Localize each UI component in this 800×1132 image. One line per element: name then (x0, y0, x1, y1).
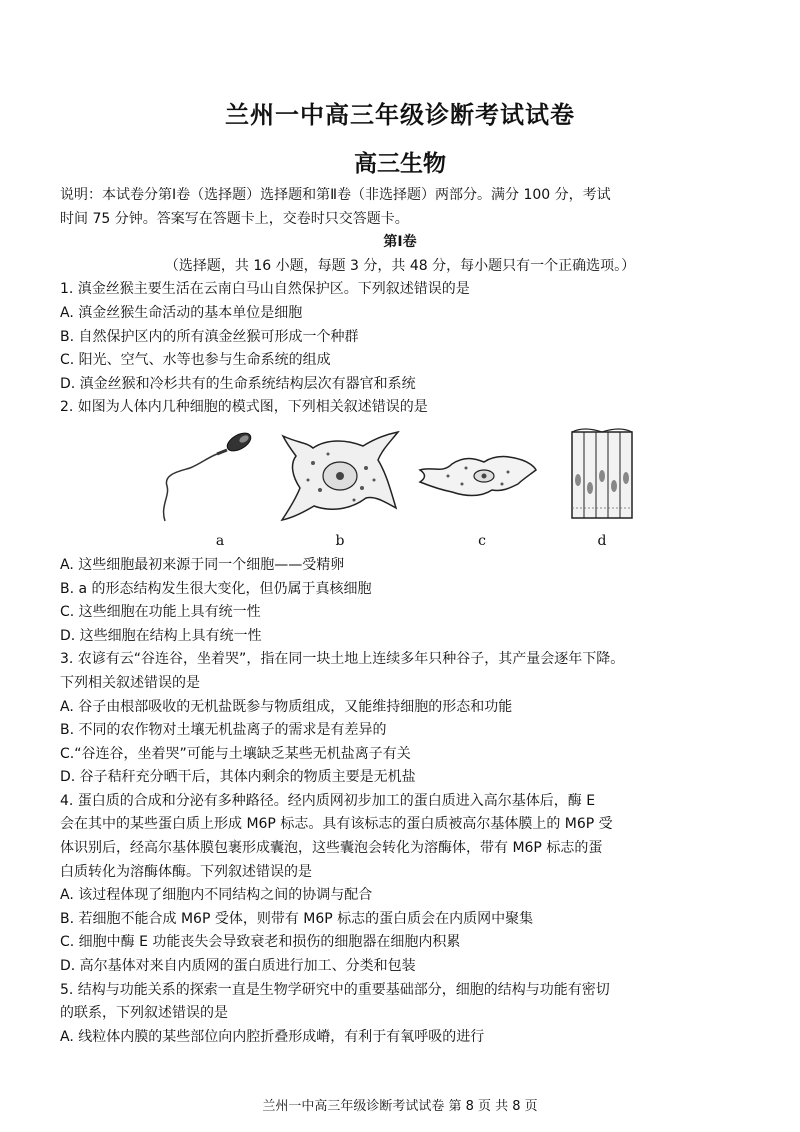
q4-stem-line-3: 体识别后，经高尔基体膜包裹形成囊泡，这些囊泡会转化为溶酶体，带有 M6P 标志的蛋 (60, 840, 603, 857)
q5-stem-line-1: 5. 结构与功能关系的探索一直是生物学研究中的重要基础部分，细胞的结构与功能有密切 (60, 981, 610, 998)
q4-stem-line-4: 白质转化为溶酶体酶。下列叙述错误的是 (60, 863, 312, 880)
cell-figure (60, 426, 740, 550)
figure-label-d: d (597, 532, 607, 549)
q4-option-b: B. 若细胞不能合成 M6P 受体，则带有 M6P 标志的蛋白质会在内质网中聚集 (60, 910, 534, 927)
q3-option-a: A. 谷子由根部吸收的无机盐既参与物质组成，又能维持细胞的形态和功能 (60, 698, 513, 715)
q3-option-b: B. 不同的农作物对土壤无机盐离子的需求是有差异的 (60, 722, 387, 739)
q4-stem-line-2: 会在其中的某些蛋白质上形成 M6P 标志。具有该标志的蛋白质被高尔基体膜上的 M6P 受 (60, 816, 613, 833)
q2-option-c: C. 这些细胞在功能上具有统一性 (60, 604, 261, 621)
q2-option-d: D. 这些细胞在结构上具有统一性 (60, 627, 262, 644)
q1-option-c: C. 阳光、空气、水等也参与生命系统的组成 (60, 352, 331, 369)
q4-option-c: C. 细胞中酶 E 功能丧失会导致衰老和损伤的细胞器在细胞内积累 (60, 934, 461, 951)
q2-option-b: B. a 的形态结构发生很大变化，但仍属于真核细胞 (60, 580, 372, 597)
exam-content (60, 184, 740, 1049)
q5-stem-line-2: 的联系，下列叙述错误的是 (60, 1005, 228, 1022)
intro-line-2: 时间 75 分钟。答案写在答题卡上，交卷时只交答题卡。 (60, 210, 409, 227)
elongated-cell-figure (418, 446, 538, 506)
q3-option-c: C.“谷连谷，坐着哭”可能与土壤缺乏某些无机盐离子有关 (60, 745, 411, 762)
q2-stem: 2. 如图为人体内几种细胞的模式图，下列相关叙述错误的是 (60, 399, 428, 416)
q4-option-a: A. 该过程体现了细胞内不同结构之间的协调与配合 (60, 887, 373, 904)
sperm-cell-figure (155, 426, 265, 526)
q2-option-a: A. 这些细胞最初来源于同一个细胞——受精卵 (60, 556, 345, 573)
page-footer: 兰州一中高三年级诊断考试试卷 第 8 页 共 8 页 (262, 1099, 538, 1114)
q3-stem-line-2: 下列相关叙述错误的是 (60, 674, 200, 691)
q3-stem-line-1: 3. 农谚有云“谷连谷，坐着哭”，指在同一块土地上连续多年只种谷子，其产量会逐年下降。 (60, 651, 625, 668)
q4-option-d: D. 高尔基体对来自内质网的蛋白质进行加工、分类和包装 (60, 958, 416, 975)
q3-option-d: D. 谷子秸秆充分晒干后，其体内剩余的物质主要是无机盐 (60, 769, 416, 786)
q1-option-b: B. 自然保护区内的所有滇金丝猴可形成一个种群 (60, 328, 359, 345)
nerve-cell-figure (278, 428, 403, 523)
figure-label-b: b (335, 532, 345, 549)
section-note: （选择题，共 16 小题，每题 3 分，共 48 分，每小题只有一个正确选项。） (164, 257, 636, 274)
figure-label-a: a (215, 532, 225, 549)
epithelial-cell-figure (570, 428, 634, 522)
exam-title: 兰州一中高三年级诊断考试试卷 (225, 100, 575, 129)
q1-stem: 1. 滇金丝猴主要生活在云南白马山自然保护区。下列叙述错误的是 (60, 281, 470, 298)
intro-line-1: 说明：本试卷分第Ⅰ卷（选择题）选择题和第Ⅱ卷（非选择题）两部分。满分 100 分，考试 (60, 187, 611, 203)
section-title: 第Ⅰ卷 (383, 234, 417, 251)
q5-option-a: A. 线粒体内膜的某些部位向内腔折叠形成嵴，有利于有氧呼吸的进行 (60, 1028, 485, 1045)
q4-stem-line-1: 4. 蛋白质的合成和分泌有多种路径。经内质网初步加工的蛋白质进入高尔基体后，酶 E (60, 792, 596, 809)
subject-title: 高三生物 (354, 150, 446, 177)
q1-option-a: A. 滇金丝猴生命活动的基本单位是细胞 (60, 304, 303, 321)
figure-label-c: c (478, 532, 486, 549)
q1-option-d: D. 滇金丝猴和冷杉共有的生命系统结构层次有器官和系统 (60, 375, 416, 392)
